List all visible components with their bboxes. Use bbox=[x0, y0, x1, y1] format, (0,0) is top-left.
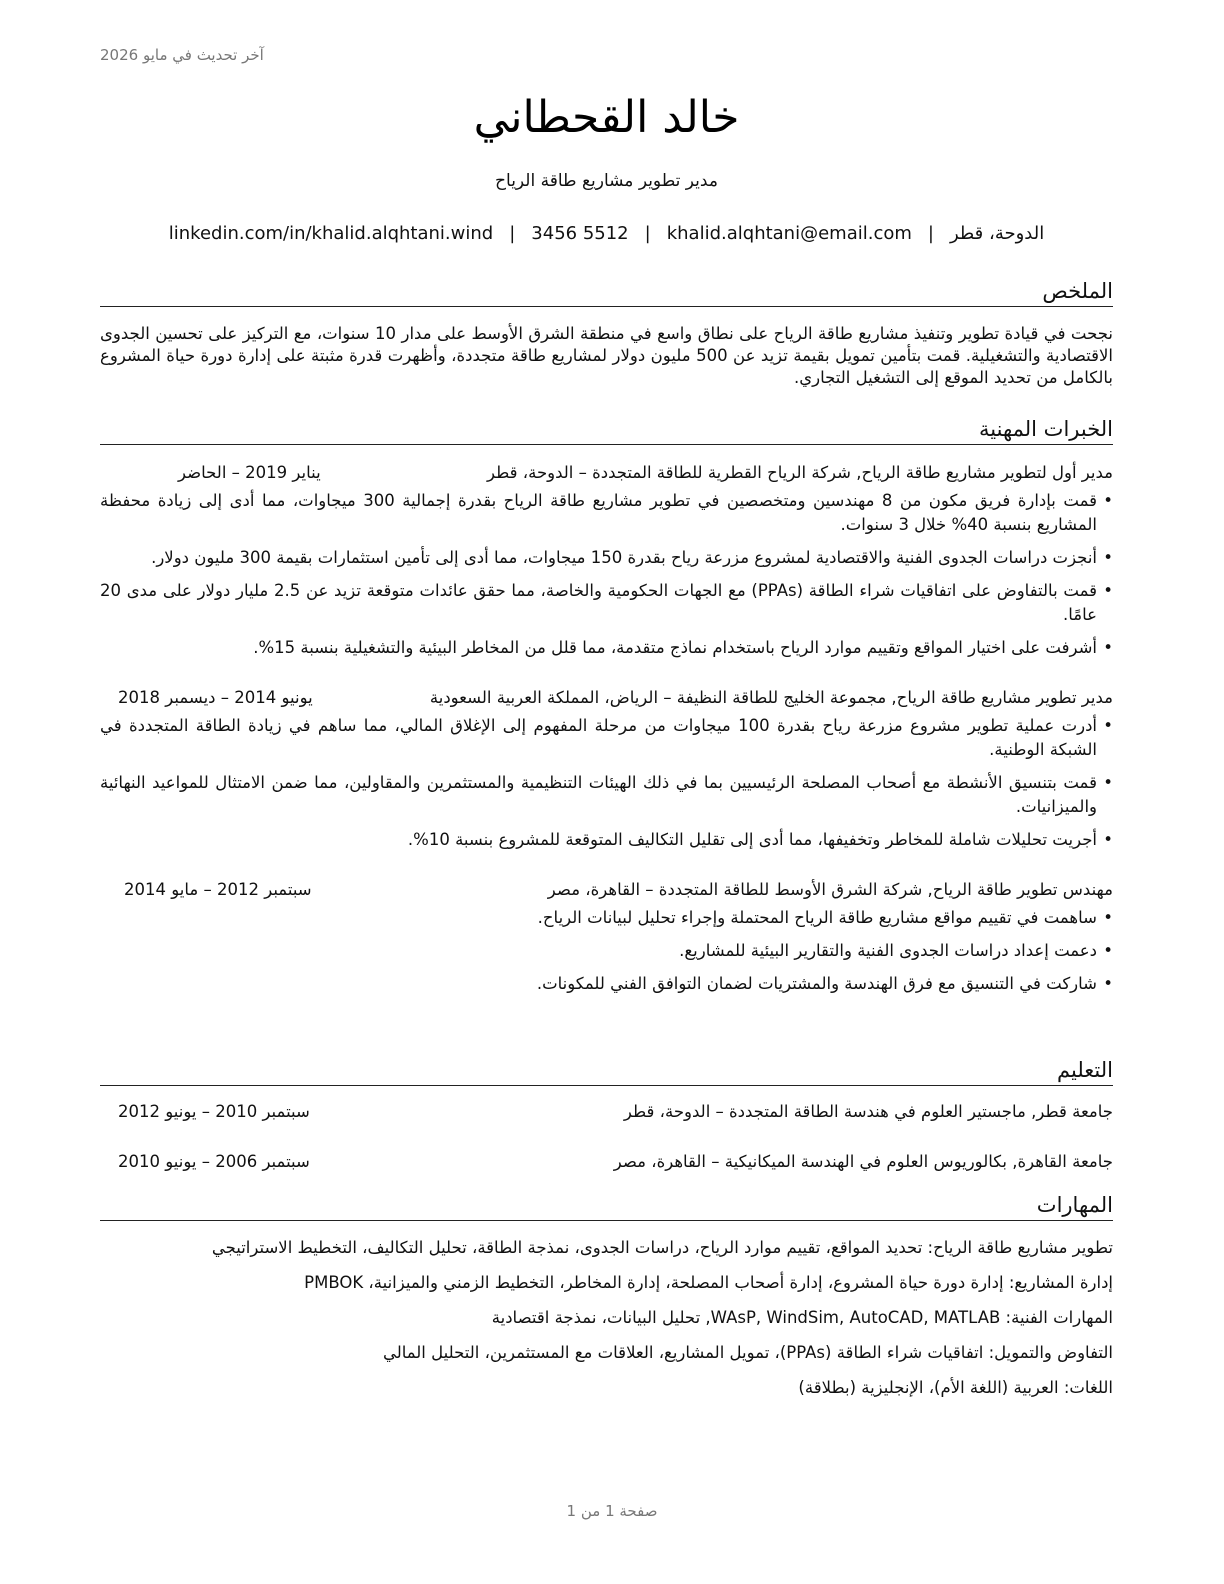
job-entry bbox=[100, 878, 1113, 996]
list-item: • قمت بتنسيق الأنشطة مع أصحاب المصلحة الرئيسيين بما في ذلك الهيئات التنظيمية والمستثمرين والمقاولين، مما ضمن الامتثال للمواعيد النهائية والميزانيات. bbox=[100, 771, 1113, 819]
degree-dates: سبتمبر 2006 – يونيو 2010 bbox=[118, 1152, 310, 1171]
job-header bbox=[100, 878, 1113, 902]
contact-line bbox=[100, 223, 1113, 244]
candidate-headline: مدير تطوير مشاريع طاقة الرياح bbox=[495, 171, 718, 191]
last-updated: آخر تحديث في مايو 2026 bbox=[100, 46, 264, 64]
contact-separator: | bbox=[927, 223, 934, 244]
list-item: • أشرفت على اختيار المواقع وتقييم موارد الرياح باستخدام نماذج متقدمة، مما قلل من المخاطر البيئية والتشغيلية بنسبة 15%. bbox=[100, 636, 1113, 660]
degree-title: جامعة قطر, ماجستير العلوم في هندسة الطاقة المتجددة – الدوحة، قطر bbox=[623, 1102, 1113, 1121]
section-title: الملخص bbox=[100, 276, 1113, 307]
candidate-name: خالد القحطاني bbox=[473, 92, 740, 143]
contact-separator: | bbox=[509, 223, 516, 244]
job-entry bbox=[100, 686, 1113, 852]
degree-dates: سبتمبر 2010 – يونيو 2012 bbox=[118, 1102, 310, 1121]
list-item: • أدرت عملية تطوير مشروع مزرعة رياح بقدرة 100 ميجاوات من مرحلة المفهوم إلى الإغلاق المالي، مما ساهم في زيادة الطاقة المتجددة في الشبكة الوطنية. bbox=[100, 714, 1113, 762]
page-number: صفحة 1 من 1 bbox=[566, 1502, 658, 1520]
skill-line: المهارات الفنية: WAsP, WindSim, AutoCAD, MATLAB, تحليل البيانات، نمذجة اقتصادية bbox=[491, 1308, 1113, 1327]
summary-text: نجحت في قيادة تطوير وتنفيذ مشاريع طاقة الرياح على نطاق واسع في منطقة الشرق الأوسط على مدار 10 سنوات، مع التركيز على تحسين الجدوى الاقتصادية والتشغيلية. قمت بتأمين تمويل بقيمة تزيد عن 500 مليون دولار لمشاريع طاقة متجددة، وأظهرت قدرة مثبتة على إدارة دورة حياة المشروع بالكامل من تحديد الموقع إلى التشغيل التجاري. bbox=[100, 324, 1114, 387]
skill-line: اللغات: العربية (اللغة الأم)، الإنجليزية (بطلاقة) bbox=[798, 1378, 1113, 1397]
skills-list bbox=[100, 1236, 1113, 1400]
job-dates: سبتمبر 2012 – مايو 2014 bbox=[124, 880, 312, 899]
job-dates: يناير 2019 – الحاضر bbox=[178, 463, 321, 482]
contact-email[interactable]: khalid.alqhtani@email.com bbox=[666, 223, 912, 244]
list-item: • شاركت في التنسيق مع فرق الهندسة والمشتريات لضمان التوافق الفني للمكونات. bbox=[100, 972, 1113, 996]
skill-line: تطوير مشاريع طاقة الرياح: تحديد المواقع، تقييم موارد الرياح، دراسات الجدوى، نمذجة الطاقة، تحليل التكاليف، التخطيط الاستراتيجي bbox=[211, 1238, 1113, 1257]
skills-section bbox=[100, 1190, 1113, 1411]
job-header bbox=[100, 686, 1113, 710]
job-bullets bbox=[100, 714, 1113, 852]
job-bullets bbox=[100, 489, 1113, 660]
contact-location: الدوحة، قطر bbox=[949, 223, 1045, 244]
job-bullets bbox=[100, 906, 1113, 996]
section-title: التعليم bbox=[100, 1055, 1113, 1086]
job-entry bbox=[100, 461, 1113, 660]
experience-section bbox=[100, 414, 1113, 1005]
degree-title: جامعة القاهرة, بكالوريوس العلوم في الهندسة الميكانيكية – القاهرة، مصر bbox=[613, 1152, 1113, 1171]
contact-separator: | bbox=[644, 223, 651, 244]
skill-line: التفاوض والتمويل: اتفاقيات شراء الطاقة (PPAs)، تمويل المشاريع، العلاقات مع المستثمرين، التحليل المالي bbox=[382, 1343, 1113, 1362]
skill-line: إدارة المشاريع: إدارة دورة حياة المشروع، إدارة أصحاب المصلحة، إدارة المخاطر، التخطيط الزمني والميزانية، PMBOK bbox=[304, 1273, 1113, 1292]
list-item: • أنجزت دراسات الجدوى الفنية والاقتصادية لمشروع مزرعة رياح بقدرة 150 ميجاوات، مما أدى إلى تأمين استثمارات بقيمة 300 مليون دولار. bbox=[100, 546, 1113, 570]
education-section bbox=[100, 1055, 1113, 1174]
job-title: مهندس تطوير طاقة الرياح, شركة الشرق الأوسط للطاقة المتجددة – القاهرة، مصر bbox=[547, 880, 1113, 899]
education-entry bbox=[100, 1100, 1113, 1124]
summary-section bbox=[100, 276, 1113, 389]
job-title: مدير تطوير مشاريع طاقة الرياح, مجموعة الخليج للطاقة النظيفة – الرياض، المملكة العربية السعودية bbox=[429, 688, 1113, 707]
contact-linkedin[interactable]: linkedin.com/in/khalid.alqhtani.wind bbox=[168, 223, 494, 244]
list-item: • أجريت تحليلات شاملة للمخاطر وتخفيفها، مما أدى إلى تقليل التكاليف المتوقعة للمشروع بنسبة 10%. bbox=[100, 828, 1113, 852]
job-header bbox=[100, 461, 1113, 485]
education-entry bbox=[100, 1150, 1113, 1174]
job-dates: يونيو 2014 – ديسمبر 2018 bbox=[118, 688, 313, 707]
list-item: • قمت بالتفاوض على اتفاقيات شراء الطاقة (PPAs) مع الجهات الحكومية والخاصة، مما حقق عائدات متوقعة تزيد عن 2.5 مليار دولار على مدى 20 عامًا. bbox=[100, 579, 1113, 627]
list-item: • ساهمت في تقييم مواقع مشاريع طاقة الرياح المحتملة وإجراء تحليل لبيانات الرياح. bbox=[100, 906, 1113, 930]
list-item: • دعمت إعداد دراسات الجدوى الفنية والتقارير البيئية للمشاريع. bbox=[100, 939, 1113, 963]
job-title: مدير أول لتطوير مشاريع طاقة الرياح, شركة الرياح القطرية للطاقة المتجددة – الدوحة، قطر bbox=[487, 463, 1113, 482]
section-title: المهارات bbox=[100, 1190, 1113, 1221]
list-item: • قمت بإدارة فريق مكون من 8 مهندسين ومتخصصين في تطوير مشاريع طاقة الرياح بقدرة إجمالية 300 ميجاوات، مما أدى إلى زيادة محفظة المشاريع بنسبة 40% خلال 3 سنوات. bbox=[100, 489, 1113, 537]
section-title: الخبرات المهنية bbox=[100, 414, 1113, 445]
contact-phone[interactable]: 3456 5512 bbox=[531, 223, 629, 244]
